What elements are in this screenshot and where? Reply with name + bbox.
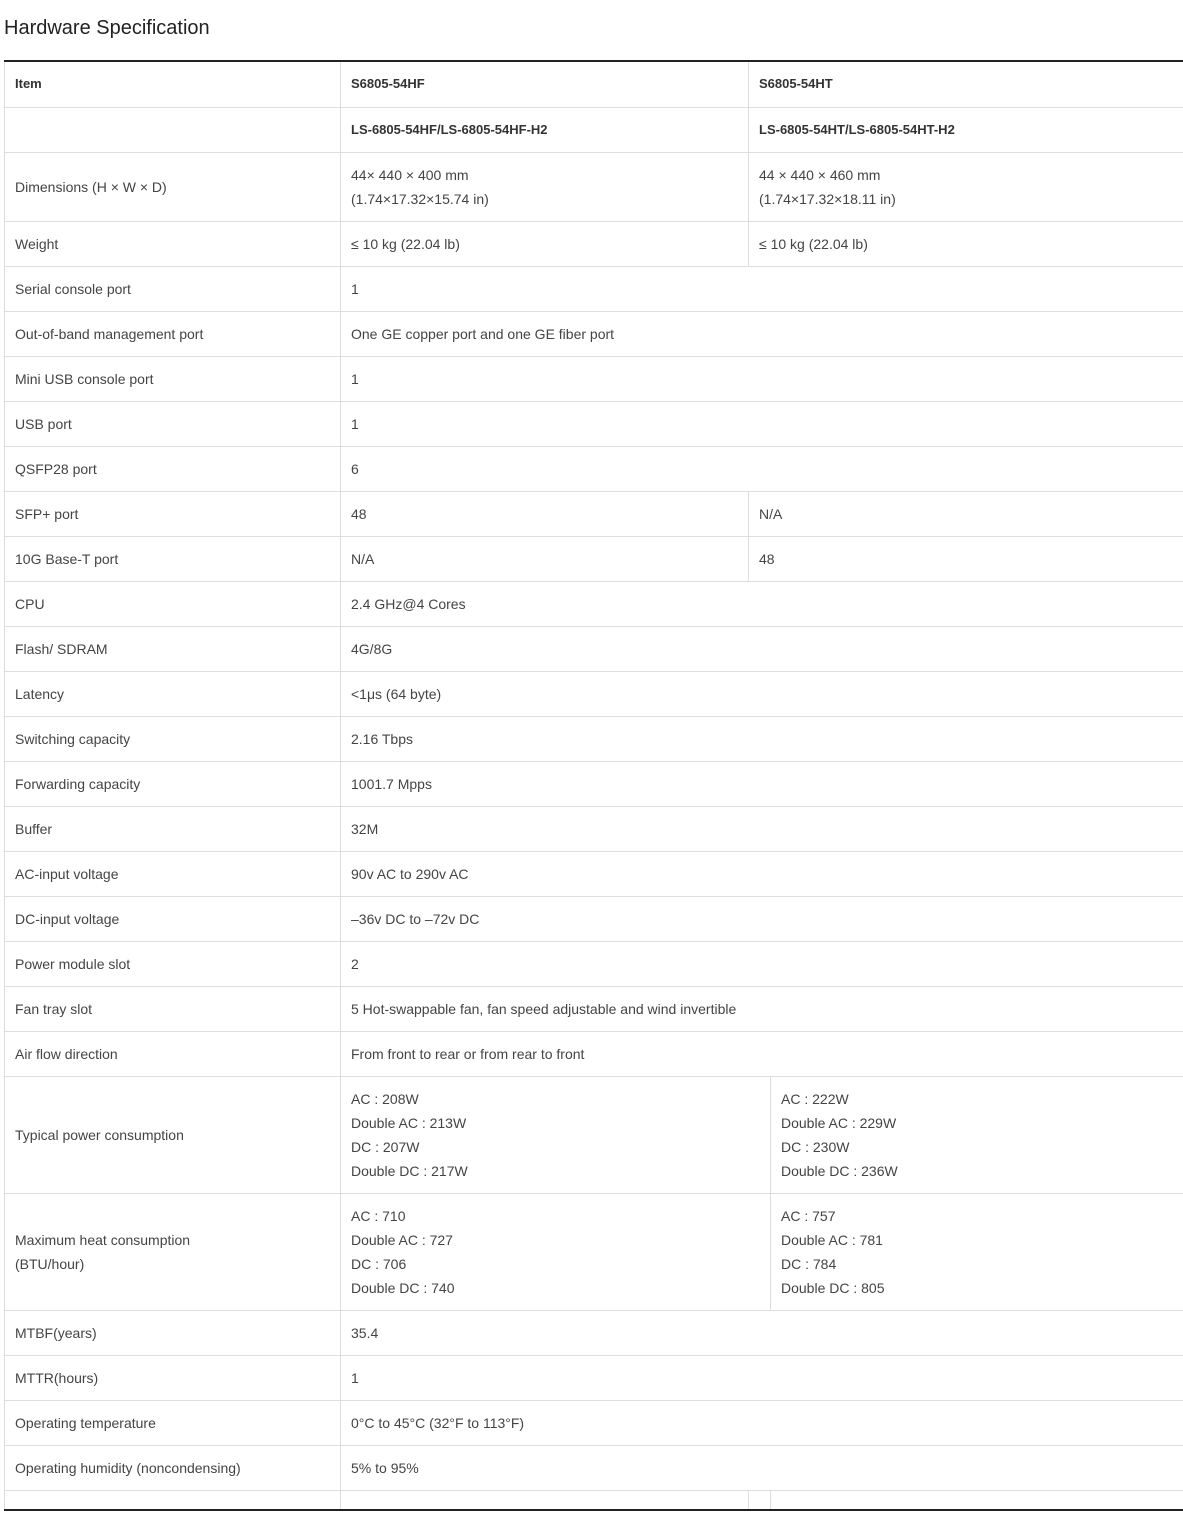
cell-line: AC : 222W [781,1090,849,1107]
table-row [5,851,1183,896]
cell-line: AC : 208W [351,1090,419,1107]
cell-ht [749,152,1183,221]
row-label: Fan tray slot [5,986,341,1031]
row-label: CPU [5,581,341,626]
cell-value: 2.4 GHz@4 Cores [341,581,1183,626]
cell-ht [771,1076,1183,1193]
cell-line: Maximum heat consumption [15,1231,191,1248]
cell-line: Double DC : 236W [781,1162,898,1179]
row-label [5,1193,341,1310]
table-row [5,806,1183,851]
table-row [5,986,1183,1031]
header-model-ht: S6805-54HT [749,62,1183,107]
table-row [5,446,1183,491]
cell-line: Double DC : 805 [781,1279,885,1296]
cell-line: DC : 784 [781,1255,837,1272]
table-row [5,1076,1183,1193]
cell-value: 32M [341,806,1183,851]
table-row [5,581,1183,626]
cell-line: (1.74×17.32×15.74 in) [351,190,489,207]
row-label: Serial console port [5,266,341,311]
row-label: USB port [5,401,341,446]
cell-line: 44 × 440 × 460 mm [759,166,881,183]
cell-value: 5 Hot-swappable fan, fan speed adjustable and wind invertible [341,986,1183,1031]
row-label: Mini USB console port [5,356,341,401]
cell-value: 4G/8G [341,626,1183,671]
table-row [5,716,1183,761]
row-label: Weight [5,221,341,266]
cell-value: 1 [341,266,1183,311]
cell-hf [341,1193,771,1310]
cell-hf: 48 [341,491,749,536]
cell-value: –36v DC to –72v DC [341,896,1183,941]
row-label: QSFP28 port [5,446,341,491]
cell-value: 6 [341,446,1183,491]
cell-hf: N/A [341,536,749,581]
table-row [5,266,1183,311]
table-row [5,62,1183,107]
cell-line: (1.74×17.32×18.11 in) [759,190,896,207]
row-label: Operating humidity (noncondensing) [5,1445,341,1490]
cell-value: 1001.7 Mpps [341,761,1183,806]
table-row [5,671,1183,716]
cell-line: Double AC : 781 [781,1231,883,1248]
header-model-hf: S6805-54HF [341,62,749,107]
table-row [5,626,1183,671]
table-row [5,401,1183,446]
cell-value: 90v AC to 290v AC [341,851,1183,896]
row-label: Forwarding capacity [5,761,341,806]
table-row [5,1193,1183,1310]
cell-empty [341,1490,749,1510]
table-row [5,1445,1183,1490]
cell-value: 1 [341,401,1183,446]
cell-value: 0°C to 45°C (32°F to 113°F) [341,1400,1183,1445]
spec-table [4,62,1183,1511]
row-label: Switching capacity [5,716,341,761]
table-row [5,491,1183,536]
row-label: AC-input voltage [5,851,341,896]
table-bottom-rule [4,1509,1183,1511]
cell-line: 44× 440 × 400 mm [351,166,469,183]
row-label [5,1490,341,1510]
row-label: Buffer [5,806,341,851]
table-row [5,896,1183,941]
row-label: DC-input voltage [5,896,341,941]
cell-line: Double DC : 740 [351,1279,455,1296]
table-row [5,1031,1183,1076]
table-row [5,1400,1183,1445]
header-sub-ht: LS-6805-54HT/LS-6805-54HT-H2 [749,107,1183,152]
table-row [5,1310,1183,1355]
row-label: MTTR(hours) [5,1355,341,1400]
table-row [5,941,1183,986]
row-label: Typical power consumption [5,1076,341,1193]
row-label: Latency [5,671,341,716]
cell-line: Double AC : 727 [351,1231,453,1248]
table-row [5,107,1183,152]
table-row [5,761,1183,806]
row-label: Operating temperature [5,1400,341,1445]
table-row [5,311,1183,356]
cell-ht: ≤ 10 kg (22.04 lb) [749,221,1183,266]
row-label: MTBF(years) [5,1310,341,1355]
row-label: Dimensions (H × W × D) [5,152,341,221]
cell-value: <1μs (64 byte) [341,671,1183,716]
cell-hf [341,1076,771,1193]
cell-line: AC : 710 [351,1207,406,1224]
row-label: 10G Base-T port [5,536,341,581]
table-row [5,356,1183,401]
table-row [5,536,1183,581]
cell-value: 5% to 95% [341,1445,1183,1490]
cell-value: 35.4 [341,1310,1183,1355]
cell-ht [771,1193,1183,1310]
row-label: SFP+ port [5,491,341,536]
cell-line: DC : 230W [781,1138,850,1155]
cell-value: 1 [341,1355,1183,1400]
cell-line: Double AC : 229W [781,1114,897,1131]
cell-value: 2.16 Tbps [341,716,1183,761]
cell-value: 2 [341,941,1183,986]
row-label: Power module slot [5,941,341,986]
cell-value: 1 [341,356,1183,401]
row-label: Out-of-band management port [5,311,341,356]
row-label: Flash/ SDRAM [5,626,341,671]
cell-line: Double AC : 213W [351,1114,467,1131]
cell-hf [341,152,749,221]
header-sub-hf: LS-6805-54HF/LS-6805-54HF-H2 [341,107,749,152]
table-row [5,1490,1183,1510]
table-row [5,152,1183,221]
header-empty [5,107,341,152]
cell-value: From front to rear or from rear to front [341,1031,1183,1076]
table-row [5,1355,1183,1400]
table-row [5,221,1183,266]
cell-ht: 48 [749,536,1183,581]
cell-line: (BTU/hour) [15,1255,85,1272]
cell-value: One GE copper port and one GE fiber port [341,311,1183,356]
page-title: Hardware Specification [4,17,210,39]
row-label: Air flow direction [5,1031,341,1076]
cell-hf: ≤ 10 kg (22.04 lb) [341,221,749,266]
cell-line: AC : 757 [781,1207,836,1224]
cell-empty [749,1490,771,1510]
cell-empty [771,1490,1183,1510]
cell-ht: N/A [749,491,1183,536]
header-item: Item [5,62,341,107]
cell-line: DC : 706 [351,1255,407,1272]
cell-line: DC : 207W [351,1138,420,1155]
cell-line: Double DC : 217W [351,1162,468,1179]
